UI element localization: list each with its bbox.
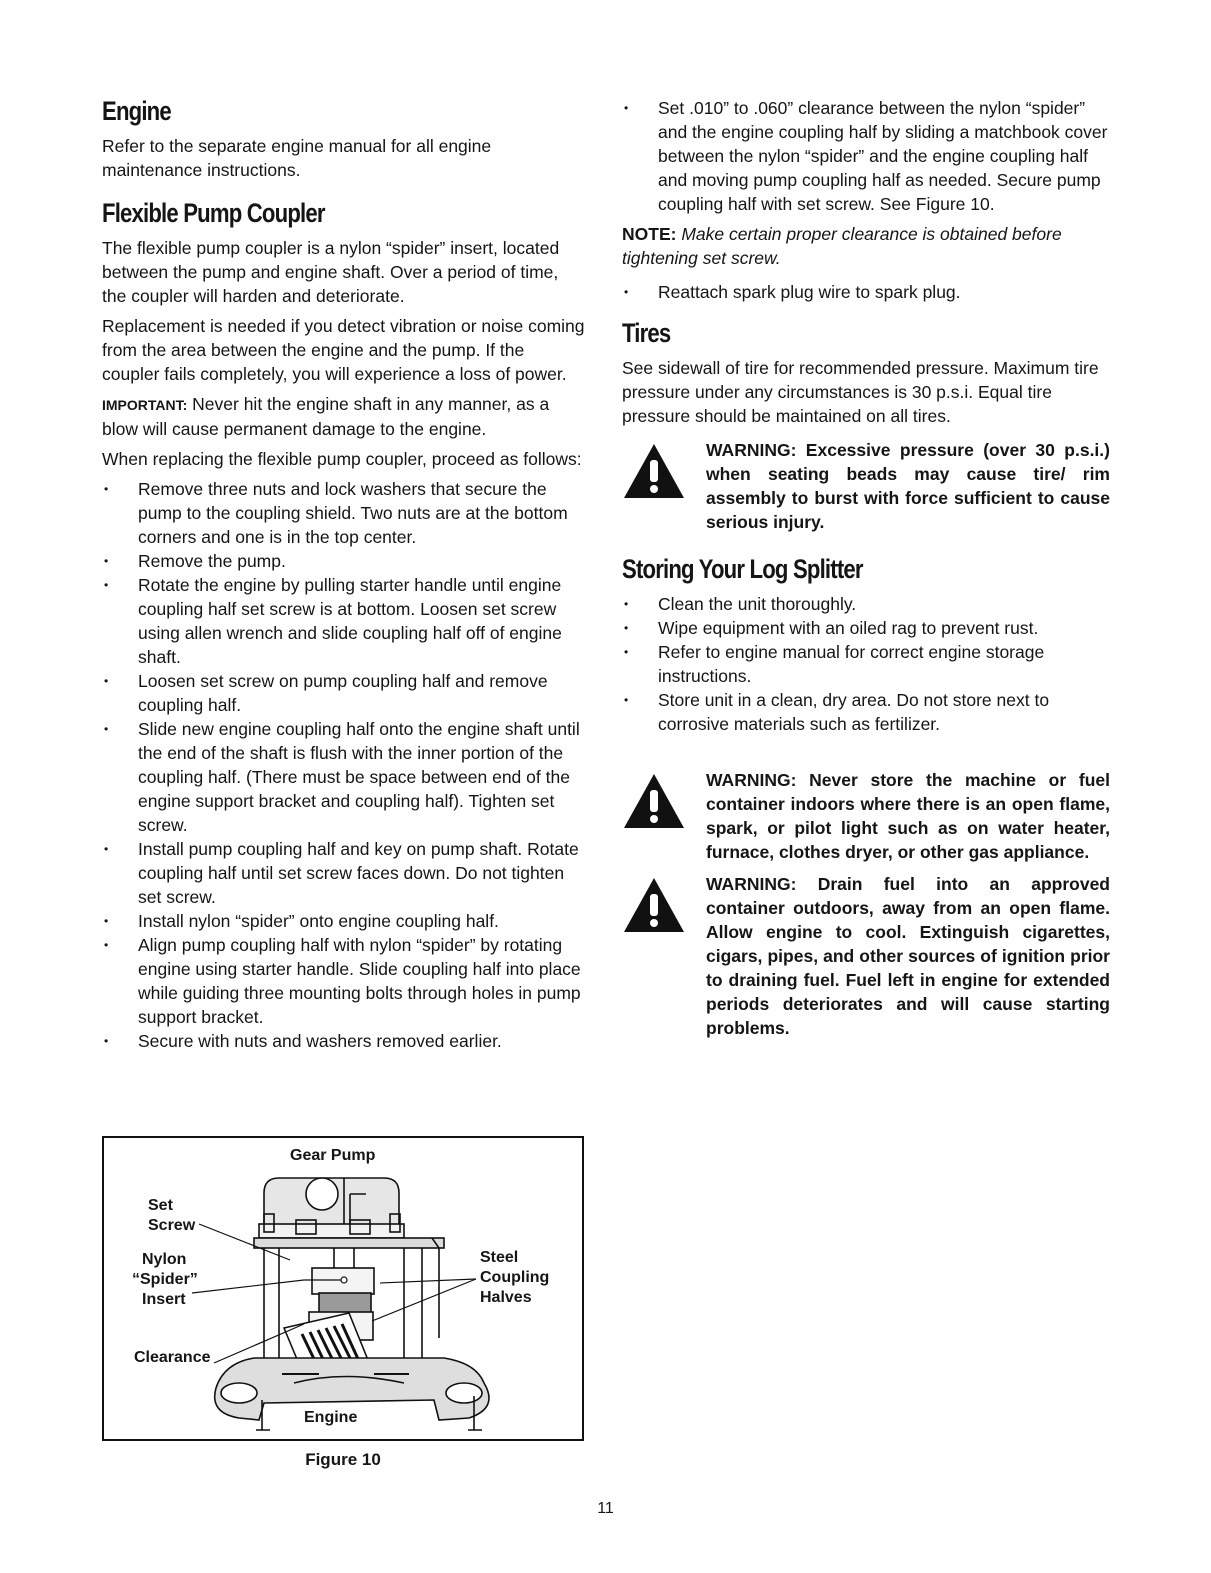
- list-item: • Refer to engine manual for correct engine storage instructions.: [622, 640, 1110, 688]
- storing-warning-2-text: WARNING: Drain fuel into an approved container outdoors, away from an open flame. Allow engine to cool. Extinguish cigarettes, cigars, pipes, and other sources of ignition prior to draining fuel. Fuel left in engine for extended periods deteriorates and will cause starting problems.: [706, 874, 1110, 1038]
- label-coupling: Coupling: [480, 1269, 550, 1286]
- coupler-steps-continued: [622, 96, 1110, 216]
- note-label: NOTE:: [622, 224, 677, 244]
- figure-10-box: [102, 1136, 584, 1441]
- list-item: • Clean the unit thoroughly.: [622, 592, 1110, 616]
- label-engine: Engine: [304, 1409, 358, 1426]
- coupler-heading: Flexible Pump Coupler: [102, 198, 325, 228]
- list-item: • Secure with nuts and washers removed earlier.: [102, 1029, 586, 1053]
- label-clearance: Clearance: [134, 1349, 211, 1366]
- coupler-final-steps: [622, 280, 1110, 304]
- tires-heading: Tires: [622, 318, 671, 348]
- label-set: Set: [148, 1197, 173, 1214]
- engine-heading: Engine: [102, 96, 171, 126]
- list-item: • Remove the pump.: [102, 549, 586, 573]
- storing-warning-2: [622, 872, 1110, 1040]
- storing-heading: Storing Your Log Splitter: [622, 554, 863, 584]
- list-item: • Loosen set screw on pump coupling half and remove coupling half.: [102, 669, 586, 717]
- coupler-paragraph-1: The flexible pump coupler is a nylon “spider” insert, located between the pump and engine shaft. Over a period of time, the coupler will harden and deteriorate.: [102, 238, 560, 306]
- list-item: • Set .010” to .060” clearance between the nylon “spider” and the engine coupling half by sliding a matchbook cover between the nylon “spider” and the engine coupling half and moving pump coupling half as needed. Secure pump coupling half with set screw. See Figure 10.: [622, 96, 1110, 216]
- warning-triangle-icon: [622, 442, 686, 500]
- coupler-paragraph-3: When replacing the flexible pump coupler, proceed as follows:: [102, 449, 582, 469]
- label-halves: Halves: [480, 1289, 532, 1306]
- note-text: Make certain proper clearance is obtained before tightening set screw.: [622, 224, 1062, 268]
- storing-warning-1-text: WARNING: Never store the machine or fuel container indoors where there is an open flame, spark, or pilot light such as on water heater, furnace, clothes dryer, or other gas appliance.: [706, 770, 1110, 862]
- list-item: • Wipe equipment with an oiled rag to prevent rust.: [622, 616, 1110, 640]
- list-item: • Align pump coupling half with nylon “spider” by rotating engine using starter handle. Slide coupling half into place while guiding three mounting bolts through holes in pump support bracket.: [102, 933, 586, 1029]
- tires-text: See sidewall of tire for recommended pressure. Maximum tire pressure under any circumstances is 30 p.s.i. Equal tire pressure should be maintained on all tires.: [622, 358, 1099, 426]
- list-item: • Slide new engine coupling half onto the engine shaft until the end of the shaft is flush with the inner portion of the coupling half. (There must be space between end of the engine support bracket and coupling half). Tighten set screw.: [102, 717, 586, 837]
- storing-list: [622, 592, 1110, 736]
- coupler-steps-list: [102, 477, 586, 1053]
- label-nylon: Nylon: [142, 1251, 187, 1268]
- list-item: • Remove three nuts and lock washers that secure the pump to the coupling shield. Two nuts are at the bottom corners and one is in the top center.: [102, 477, 586, 549]
- coupler-paragraph-2: Replacement is needed if you detect vibration or noise coming from the area between the engine and the pump. If the coupler fails completely, you will experience a loss of power.: [102, 316, 585, 384]
- tires-warning-text: WARNING: Excessive pressure (over 30 p.s.i.) when seating beads may cause tire/ rim assembly to burst with force sufficient to cause serious injury.: [706, 440, 1110, 532]
- warning-triangle-icon: [622, 772, 686, 830]
- list-item: • Install pump coupling half and key on pump shaft. Rotate coupling half until set screw faces down. Do not tighten set screw.: [102, 837, 586, 909]
- right-column: [622, 96, 1110, 1046]
- label-insert: Insert: [142, 1291, 186, 1308]
- tires-warning: [622, 438, 1110, 534]
- list-item: • Reattach spark plug wire to spark plug.: [622, 280, 1110, 304]
- warning-triangle-icon: [622, 876, 686, 934]
- label-screw: Screw: [148, 1217, 196, 1234]
- storing-warning-1: [622, 768, 1110, 864]
- left-column: [102, 92, 586, 1059]
- label-gear-pump: Gear Pump: [290, 1147, 376, 1164]
- important-text: Never hit the engine shaft in any manner, as a blow will cause permanent damage to the engine.: [102, 394, 550, 439]
- figure-caption: Figure 10: [305, 1450, 381, 1469]
- list-item: • Rotate the engine by pulling starter handle until engine coupling half set screw is at bottom. Loosen set screw using allen wrench and slide coupling half off of engine shaft.: [102, 573, 586, 669]
- label-steel: Steel: [480, 1249, 519, 1266]
- note-paragraph: [622, 222, 1110, 270]
- engine-text: Refer to the separate engine manual for all engine maintenance instructions.: [102, 136, 492, 180]
- label-spider: “Spider”: [132, 1271, 198, 1288]
- page-number: 11: [597, 1500, 614, 1517]
- list-item: • Store unit in a clean, dry area. Do not store next to corrosive materials such as fertilizer.: [622, 688, 1110, 736]
- list-item: • Install nylon “spider” onto engine coupling half.: [102, 909, 586, 933]
- important-paragraph: [102, 392, 586, 441]
- important-label: IMPORTANT:: [102, 397, 188, 413]
